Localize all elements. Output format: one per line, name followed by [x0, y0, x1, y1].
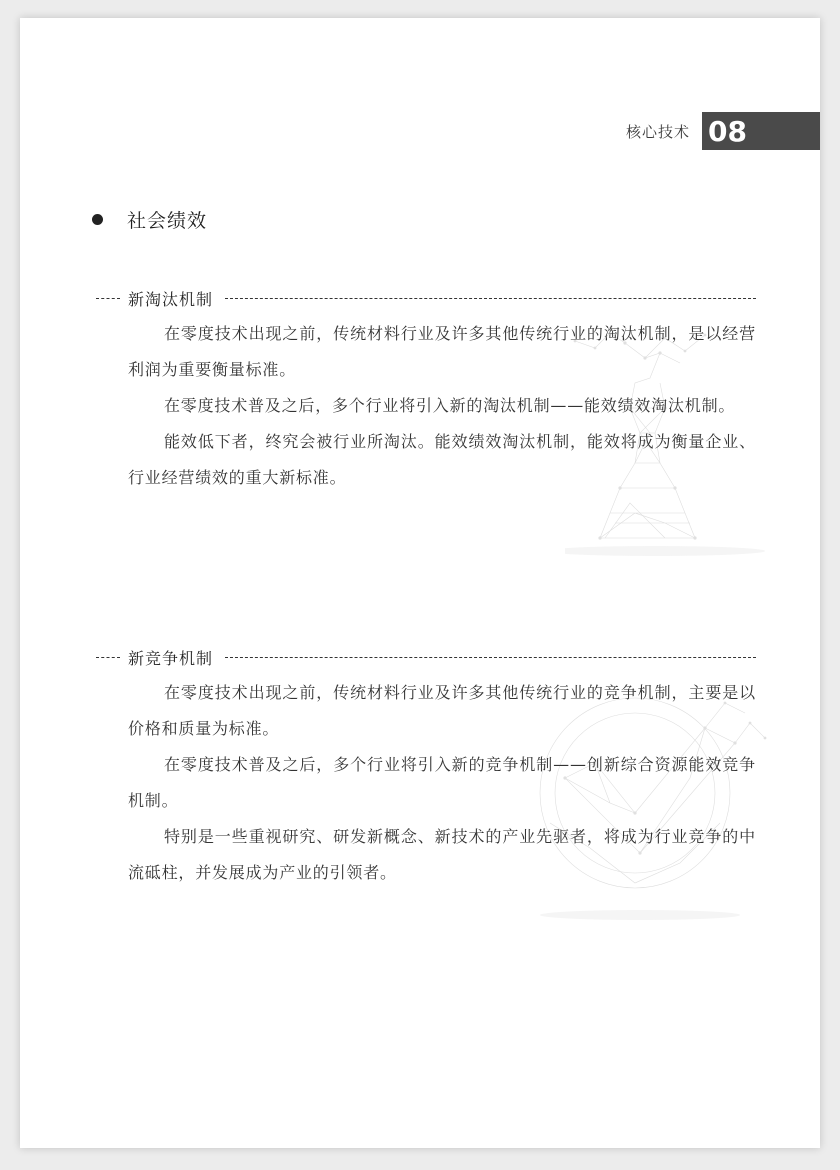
block-content [96, 316, 756, 496]
block-content [96, 675, 756, 891]
dash-divider [225, 298, 756, 299]
paragraph: 能效低下者，终究会被行业所淘汰。能效绩效淘汰机制，能效将成为衡量企业、行业经营绩效的重大新标准。 [128, 432, 756, 487]
subhead-text: 新淘汰机制 [128, 289, 214, 309]
bullet-icon [92, 214, 103, 225]
dash-divider [96, 657, 120, 658]
dash-divider [96, 298, 120, 299]
chapter-number: 08 [702, 112, 820, 150]
block-elimination-mechanism [96, 286, 756, 496]
chapter-tab [626, 112, 820, 150]
subhead-text: 新竞争机制 [128, 648, 214, 668]
section-title [92, 206, 207, 233]
paragraph: 在零度技术出现之前，传统材料行业及许多其他传统行业的竞争机制，主要是以价格和质量为标准。 [128, 683, 756, 738]
paragraph: 在零度技术出现之前，传统材料行业及许多其他传统行业的淘汰机制，是以经营利润为重要衡量标准。 [128, 324, 756, 379]
subhead [96, 286, 756, 310]
chapter-label: 核心技术 [625, 122, 690, 141]
paragraph: 在零度技术普及之后，多个行业将引入新的竞争机制——创新综合资源能效竞争机制。 [128, 755, 756, 810]
dash-divider [225, 657, 756, 658]
paragraph: 在零度技术普及之后，多个行业将引入新的淘汰机制——能效绩效淘汰机制。 [164, 396, 736, 415]
section-title-text: 社会绩效 [127, 210, 208, 232]
block-competition-mechanism [96, 645, 756, 891]
document-page [20, 18, 820, 1148]
subhead [96, 645, 756, 669]
paragraph: 特别是一些重视研究、研发新概念、新技术的产业先驱者，将成为行业竞争的中流砥柱，并发展成为产业的引领者。 [128, 827, 756, 882]
